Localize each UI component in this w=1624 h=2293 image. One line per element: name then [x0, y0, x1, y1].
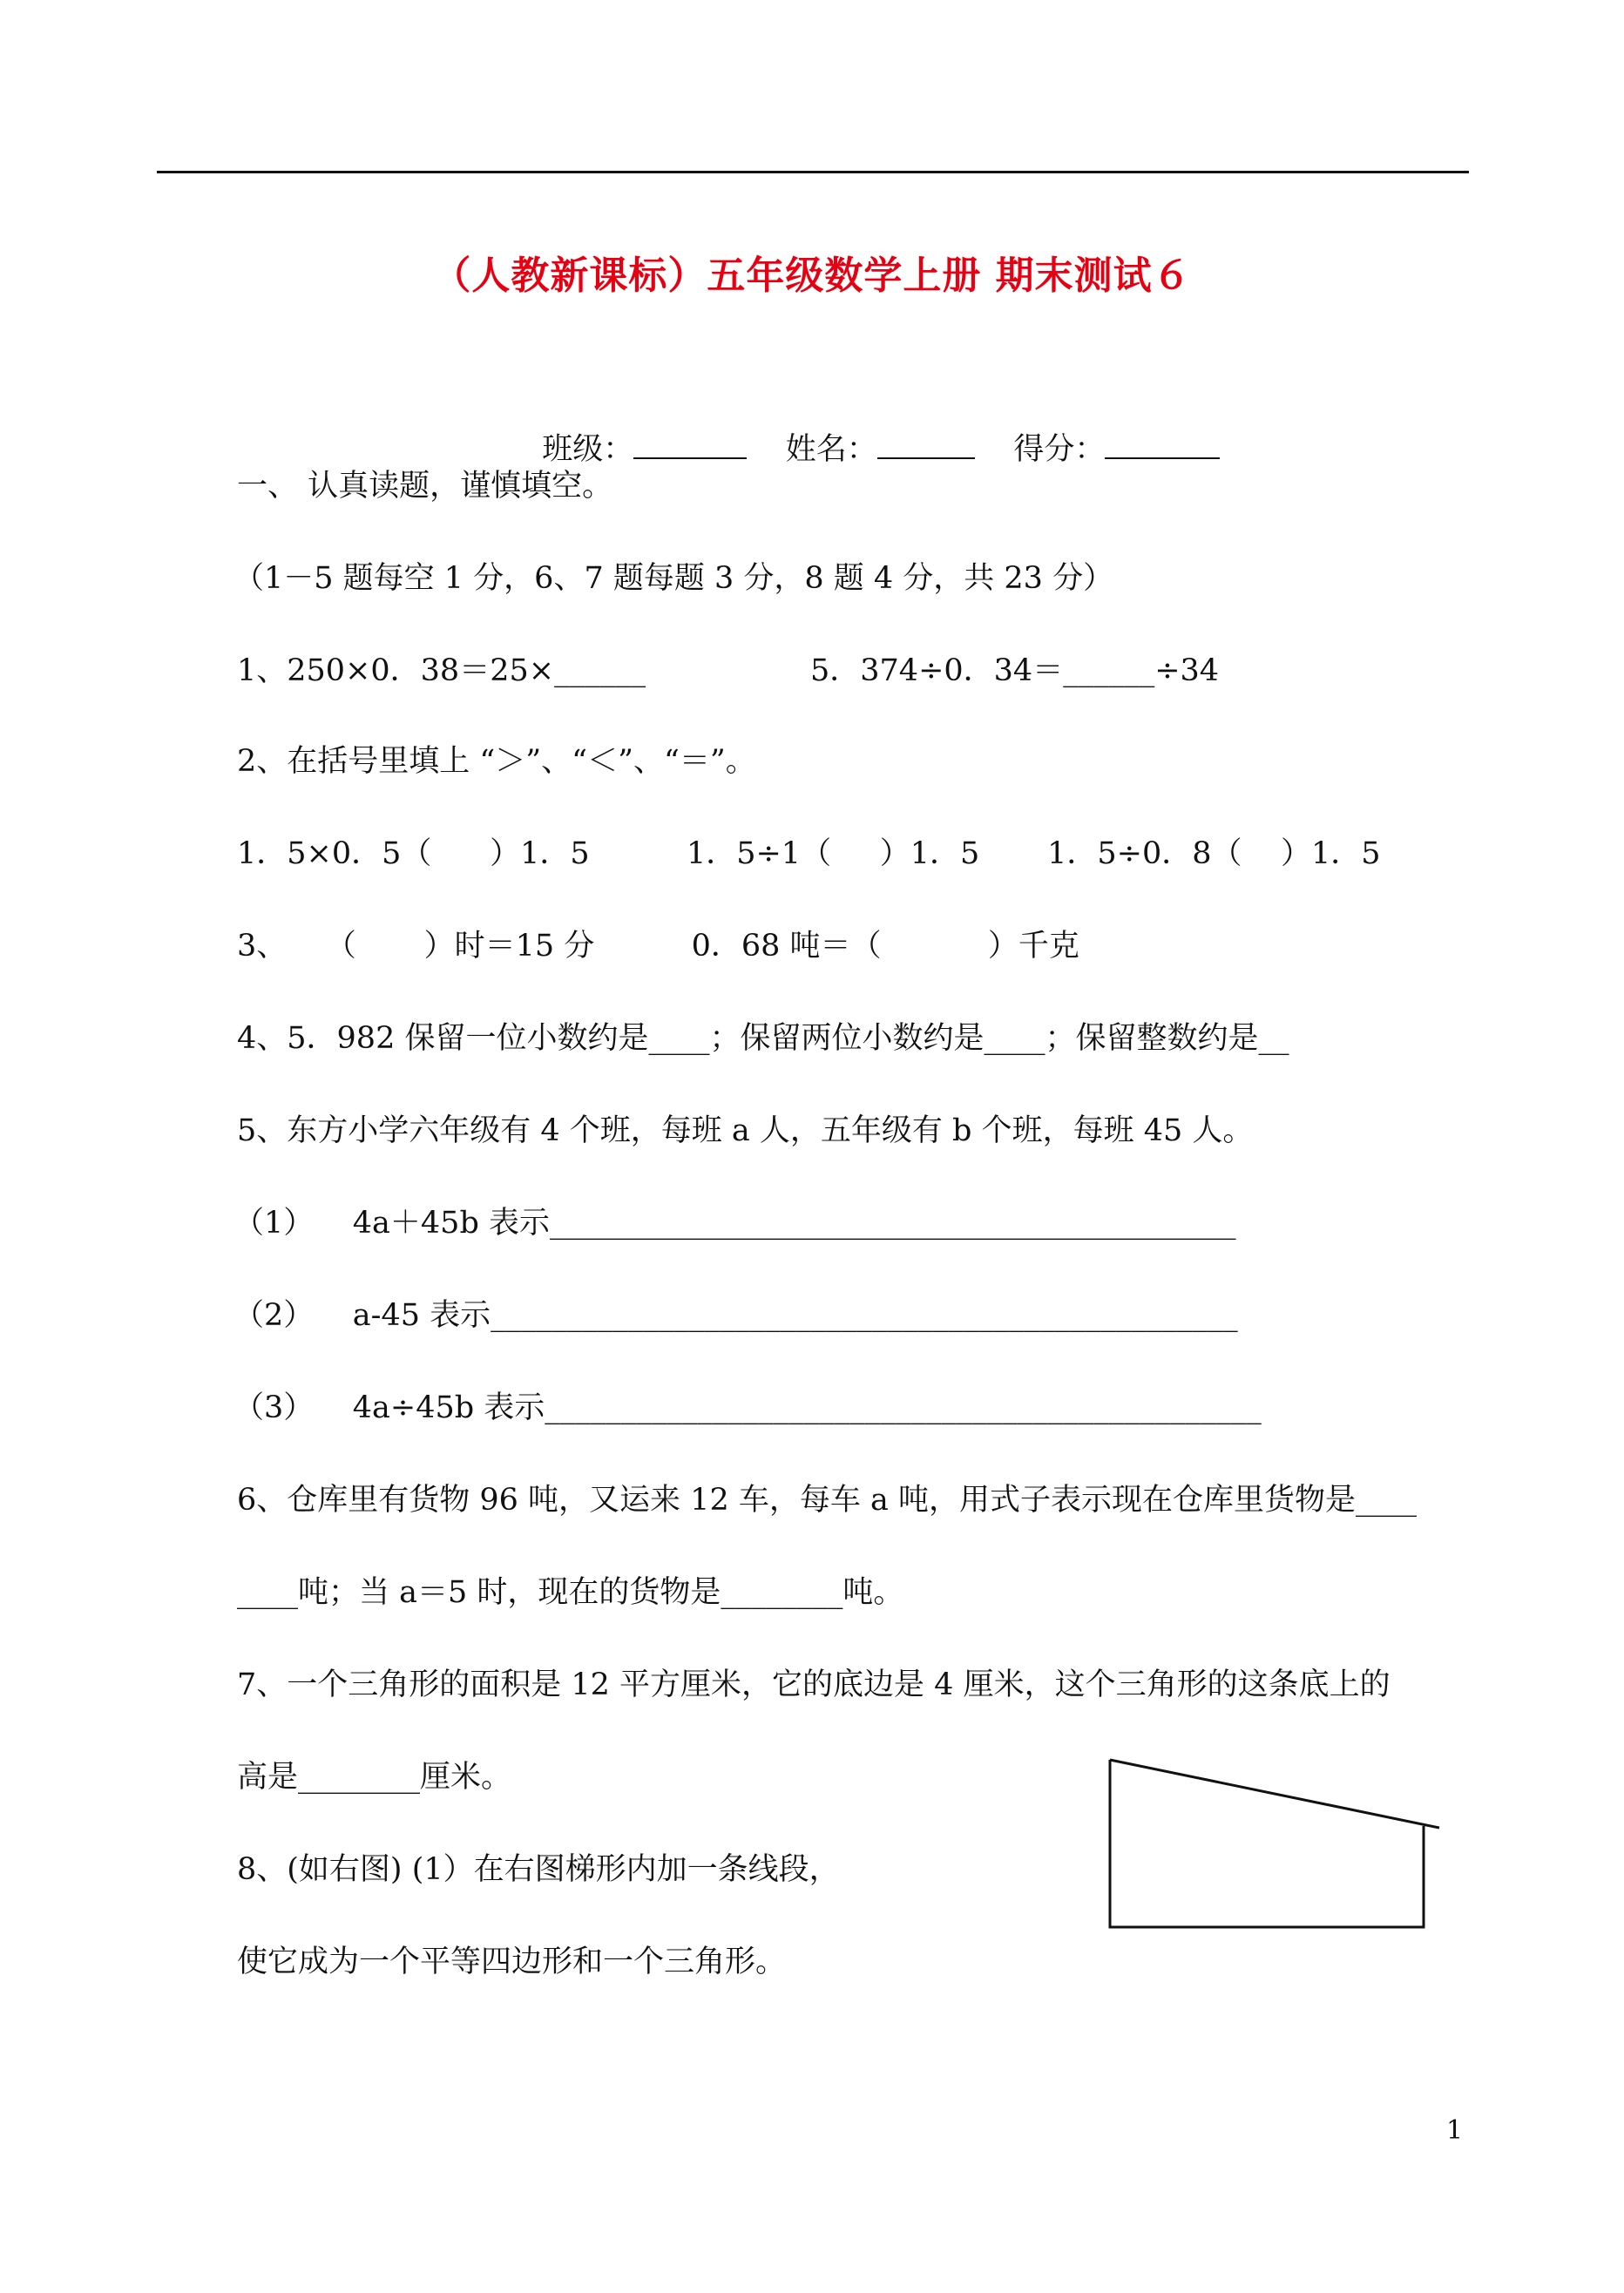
- question-5-stem: 5、东方小学六年级有 4 个班，每班 a 人，五年级有 b 个班，每班 45 人。: [237, 1113, 1254, 1148]
- question-4: 4、5．982 保留一位小数约是____；保留两位小数约是____；保留整数约是__: [237, 1021, 1289, 1056]
- question-2-items: 1．5×0．5（ ）1．5 1．5÷1（ ）1．5 1．5÷0．8（ ）1．5: [237, 836, 1381, 871]
- question-1-left: 1、250×0．38＝25×______: [237, 653, 646, 688]
- question-5-sub1: （1） 4a＋45b 表示_____________________________________________: [233, 1206, 1236, 1241]
- class-blank[interactable]: [633, 431, 747, 459]
- question-6-line2: ____吨；当 a＝5 时，现在的货物是________吨。: [237, 1575, 904, 1610]
- class-label: 班级：: [542, 432, 634, 467]
- question-7-line1: 7、一个三角形的面积是 12 平方厘米，它的底边是 4 厘米，这个三角形的这条底上的: [237, 1667, 1391, 1702]
- question-3: 3、 （ ）时＝15 分 0．68 吨＝（ ）千克: [237, 929, 1079, 964]
- section-points: （1－5 题每空 1 分，6、7 题每题 3 分，8 题 4 分，共 23 分）: [233, 561, 1114, 596]
- name-blank[interactable]: [877, 431, 975, 459]
- question-1-right: 5．374÷0．34＝______÷34: [810, 653, 1220, 688]
- trapezoid-top-edge: [1110, 1760, 1439, 1828]
- header-rule: [157, 171, 1469, 173]
- section-heading: 一、 认真读题，谨慎填空。: [237, 469, 613, 504]
- question-5-sub2: （2） a-45 表示_________________________________________________: [233, 1298, 1238, 1333]
- question-5-sub3: （3） 4a÷45b 表示_______________________________________________: [233, 1390, 1262, 1425]
- score-label: 得分：: [1013, 432, 1106, 467]
- student-info-line: [523, 392, 1220, 469]
- question-6-line1: 6、仓库里有货物 96 吨，又运来 12 车，每车 a 吨，用式子表示现在仓库里货物是____: [237, 1483, 1417, 1518]
- page-number: 1: [1446, 2115, 1464, 2146]
- question-7-line2: 高是________厘米。: [237, 1760, 512, 1795]
- name-label: 姓名：: [785, 432, 877, 467]
- question-2-stem: 2、在括号里填上 “＞”、“＜”、“＝”。: [237, 744, 756, 779]
- trapezoid-sides: [1110, 1760, 1424, 1927]
- question-8-line2: 使它成为一个平等四边形和一个三角形。: [237, 1945, 787, 1979]
- question-8-line1: 8、(如右图) (1）在右图梯形内加一条线段，: [237, 1852, 840, 1887]
- trapezoid-figure: [1106, 1756, 1455, 1948]
- page-title: （人教新课标）五年级数学上册 期末测试６: [432, 254, 1192, 298]
- score-blank[interactable]: [1105, 431, 1220, 459]
